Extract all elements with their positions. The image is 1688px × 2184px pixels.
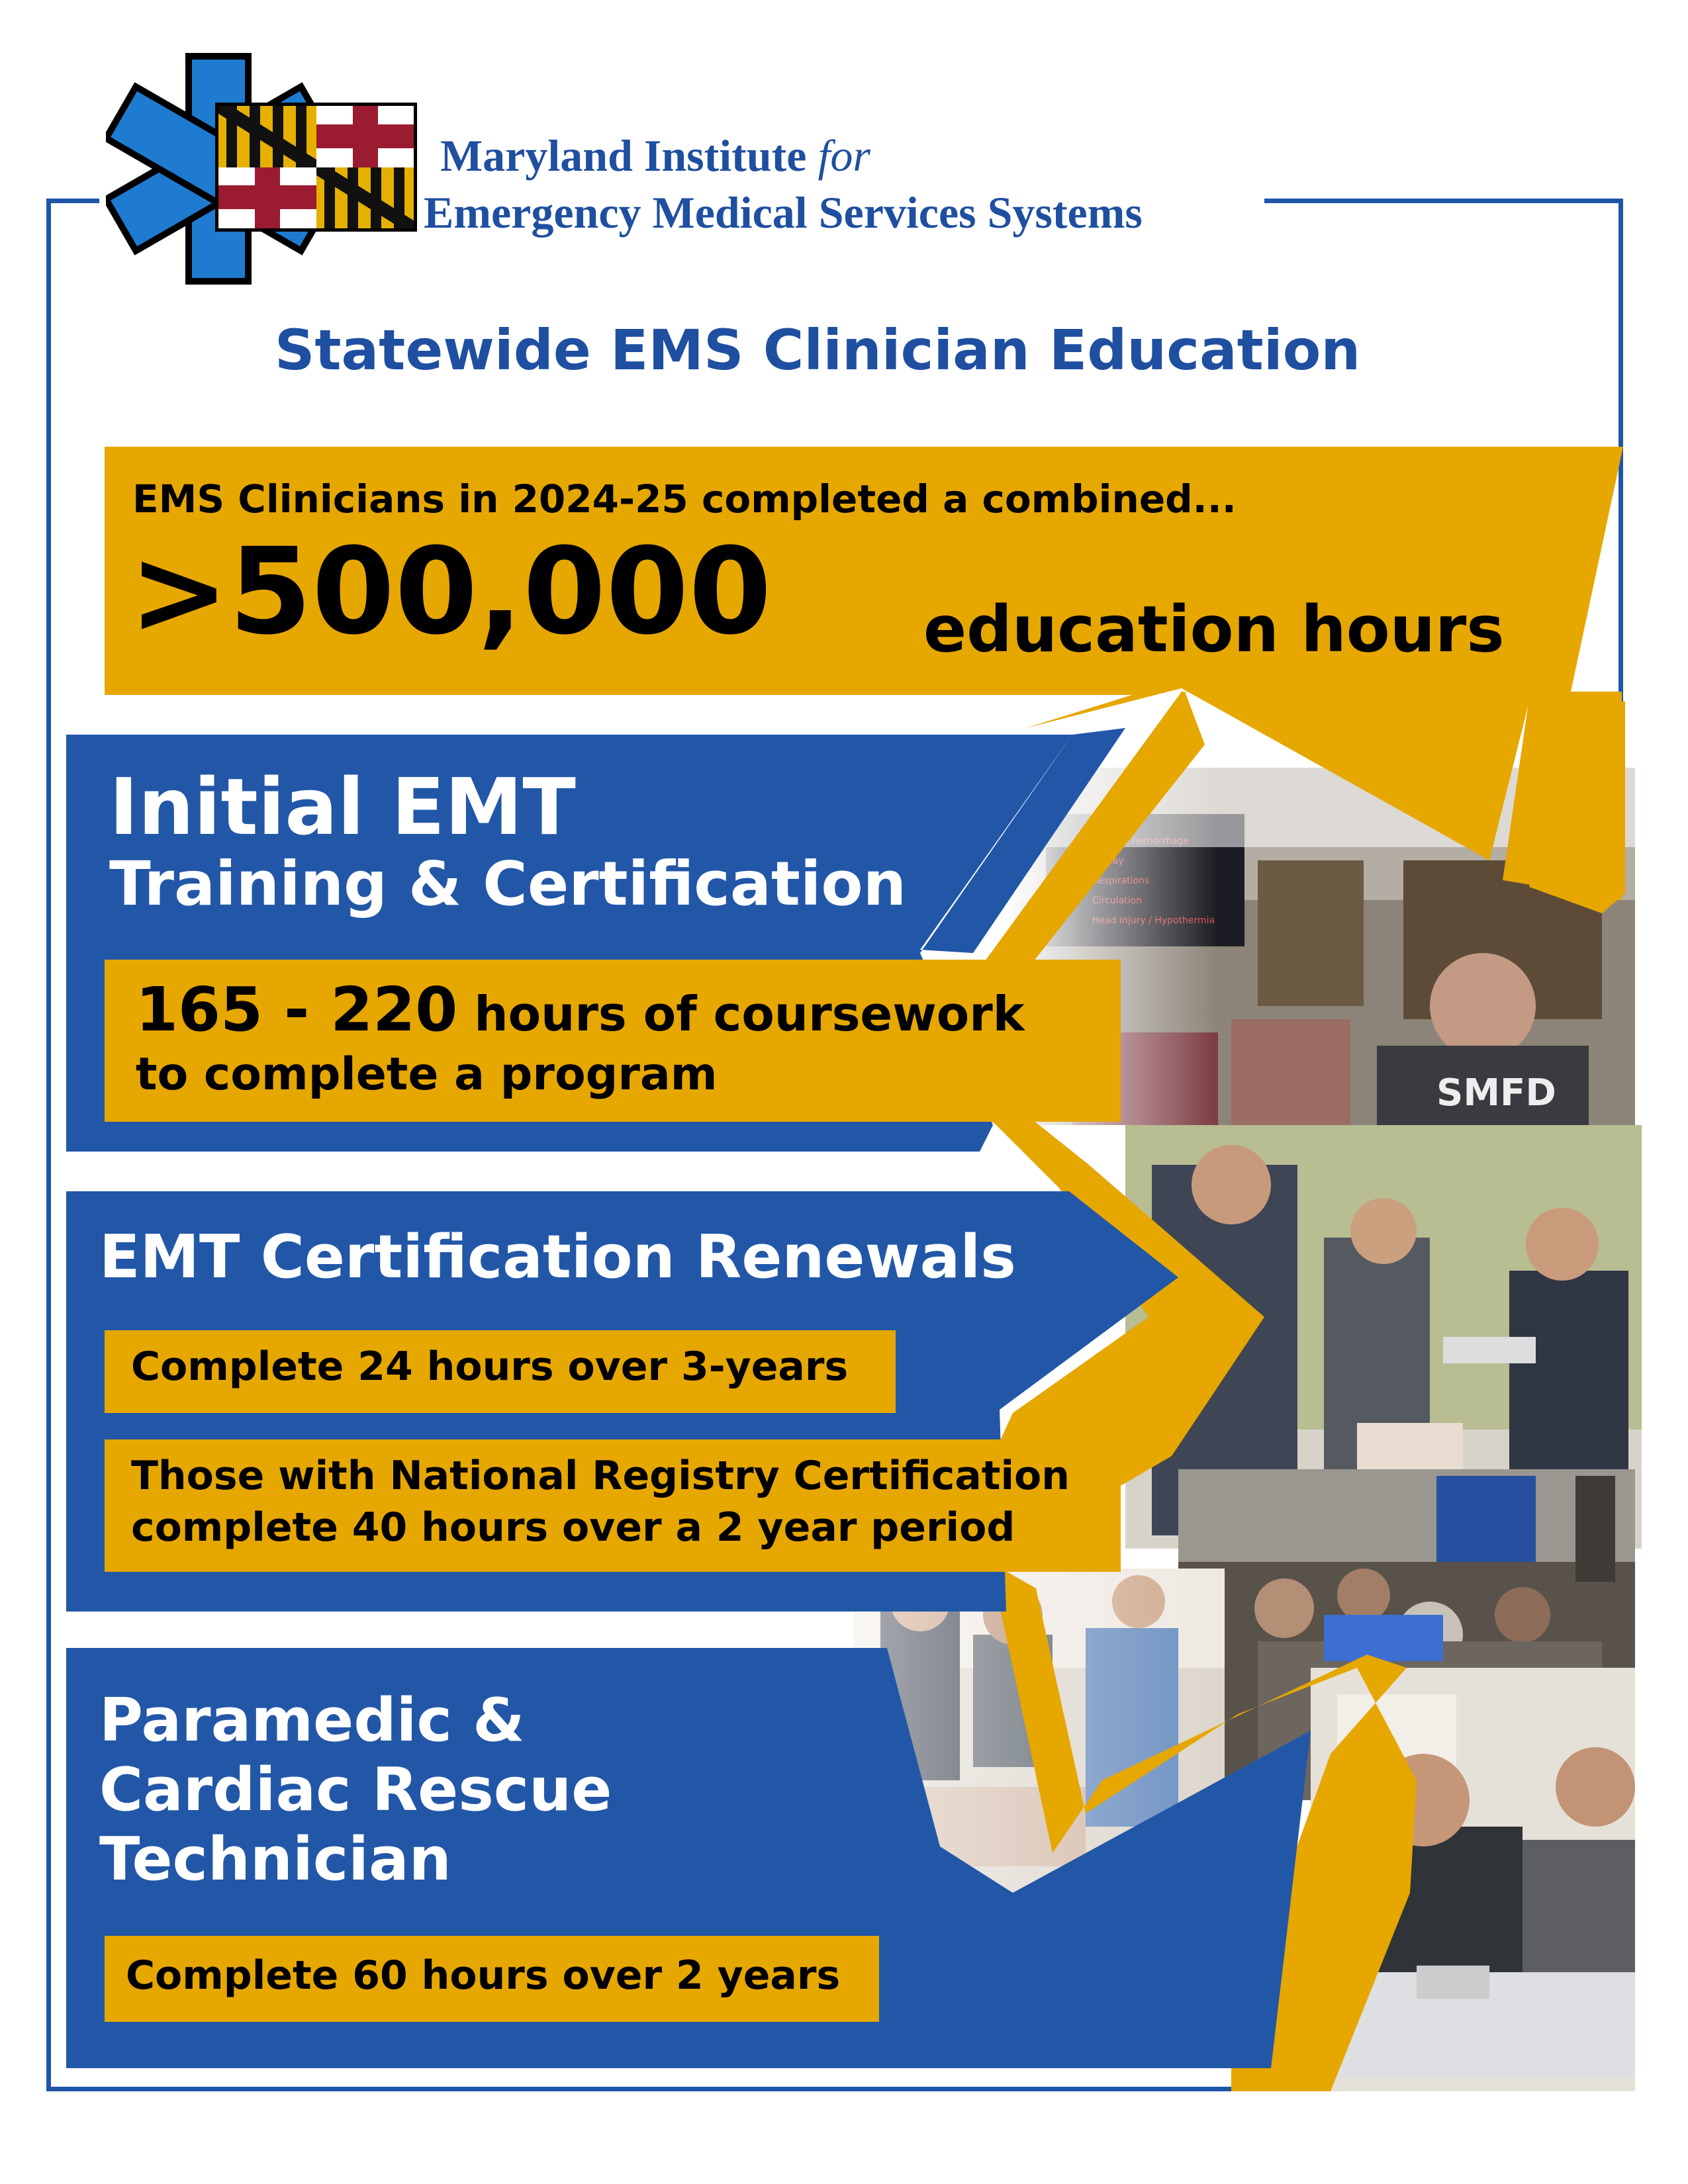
shirt-label: SMFD <box>1436 1071 1556 1115</box>
org-name-line2: Emergency Medical Services Systems <box>424 187 1143 238</box>
section2-title: EMT Certification Renewals <box>99 1222 1016 1292</box>
section1-title-line1: Initial EMT <box>109 761 576 852</box>
section1-title-line2: Training & Certification <box>109 848 907 919</box>
section3-title-line1: Paramedic & <box>99 1686 525 1755</box>
headline-unit: education hours <box>923 592 1505 666</box>
section3-title-line3: Technician <box>99 1825 451 1894</box>
section2-detail2-line1: Those with National Registry Certification <box>131 1453 1070 1499</box>
section1-detail-line1: 165 - 220 hours of coursework <box>136 974 1025 1045</box>
section3-title-line2: Cardiac Rescue <box>99 1755 612 1825</box>
page-title: Statewide EMS Clinician Education <box>274 318 1361 383</box>
section2-detail2-line2: complete 40 hours over a 2 year period <box>131 1504 1015 1551</box>
section3-detail: Complete 60 hours over 2 years <box>126 1952 841 1999</box>
org-name-line1: Maryland Institute for <box>440 130 870 181</box>
headline-number: >500,000 <box>129 523 772 661</box>
section2-detail1: Complete 24 hours over 3-years <box>131 1343 849 1390</box>
section1-detail-line2: to complete a program <box>136 1048 718 1101</box>
headline-intro: EMS Clinicians in 2024-25 completed a combined... <box>132 477 1237 522</box>
